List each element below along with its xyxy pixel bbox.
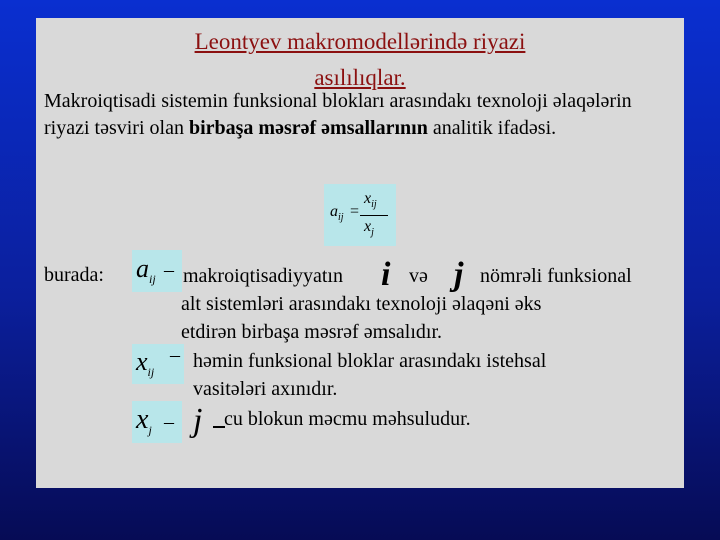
- intro-text-after: analitik ifadəsi.: [427, 117, 557, 139]
- title-line-1: Leontyev makromodellərində riyazi: [194, 29, 526, 54]
- x-j-symbol: [136, 404, 152, 438]
- x-def-line-2: vasitələri axınıdır.: [193, 378, 338, 400]
- a-dash: –: [164, 259, 174, 281]
- x-sub: ij: [147, 365, 155, 379]
- formula-lhs-symbol: a: [330, 203, 338, 220]
- formula-denominator: [364, 218, 374, 238]
- formula-lhs-sub: ij: [338, 212, 344, 223]
- a-sub: ij: [149, 272, 156, 286]
- formula-lhs: [330, 203, 344, 223]
- xj-def-text: cu blokun məcmu məhsuludur.: [224, 408, 471, 430]
- a-def-text-1: makroiqtisadiyyatın: [183, 265, 343, 287]
- j-symbol: j: [454, 256, 464, 293]
- slide-title: [36, 24, 684, 96]
- a-def-line-3: etdirən birbaşa məsrəf əmsalıdır.: [181, 321, 443, 343]
- formula-num-sub: ij: [371, 199, 377, 210]
- intro-text-before: Makroiqtisadi sistemin funksional blokları arasındakı texnoloji əlaqələrin riyazi təsviri olan: [44, 90, 632, 139]
- formula-numerator: [364, 190, 377, 210]
- a-symbol: a: [136, 254, 149, 283]
- xj-sub: j: [148, 423, 152, 437]
- burada-label: burada:: [44, 264, 104, 286]
- x-symbol: x: [136, 347, 148, 376]
- i-symbol: i: [381, 256, 391, 293]
- a-def-text-2: nömrəli funksional: [480, 265, 632, 287]
- a-ij-symbol: [136, 254, 156, 287]
- fraction-bar: [360, 215, 388, 216]
- slide: [36, 18, 684, 488]
- formula-num-symbol: x: [364, 190, 372, 207]
- x-ij-symbol: [136, 347, 154, 380]
- intro-bold-term: birbaşa məsrəf əmsallarının: [188, 117, 428, 139]
- xj-dash: –: [164, 411, 174, 433]
- formula-equals: =: [350, 203, 360, 220]
- intro-paragraph: [44, 88, 674, 142]
- a-def-ve: və: [409, 265, 428, 287]
- xj-symbol: x: [136, 404, 149, 435]
- a-ij-symbol-box: [132, 250, 182, 292]
- x-j-symbol-box: [132, 401, 182, 443]
- formula-den-sub: j: [371, 227, 374, 238]
- formula-den-symbol: x: [364, 218, 372, 235]
- x-def-line-1: həmin funksional bloklar arasındakı istehsal: [193, 350, 547, 372]
- formula-box: [324, 184, 396, 246]
- title-line-2: asılılıqlar.: [314, 65, 406, 90]
- a-def-line-2: alt sistemləri arasındakı texnoloji əlaqəni əks: [181, 293, 542, 315]
- x-dash: –: [170, 344, 180, 366]
- j-symbol-2: j: [193, 402, 203, 439]
